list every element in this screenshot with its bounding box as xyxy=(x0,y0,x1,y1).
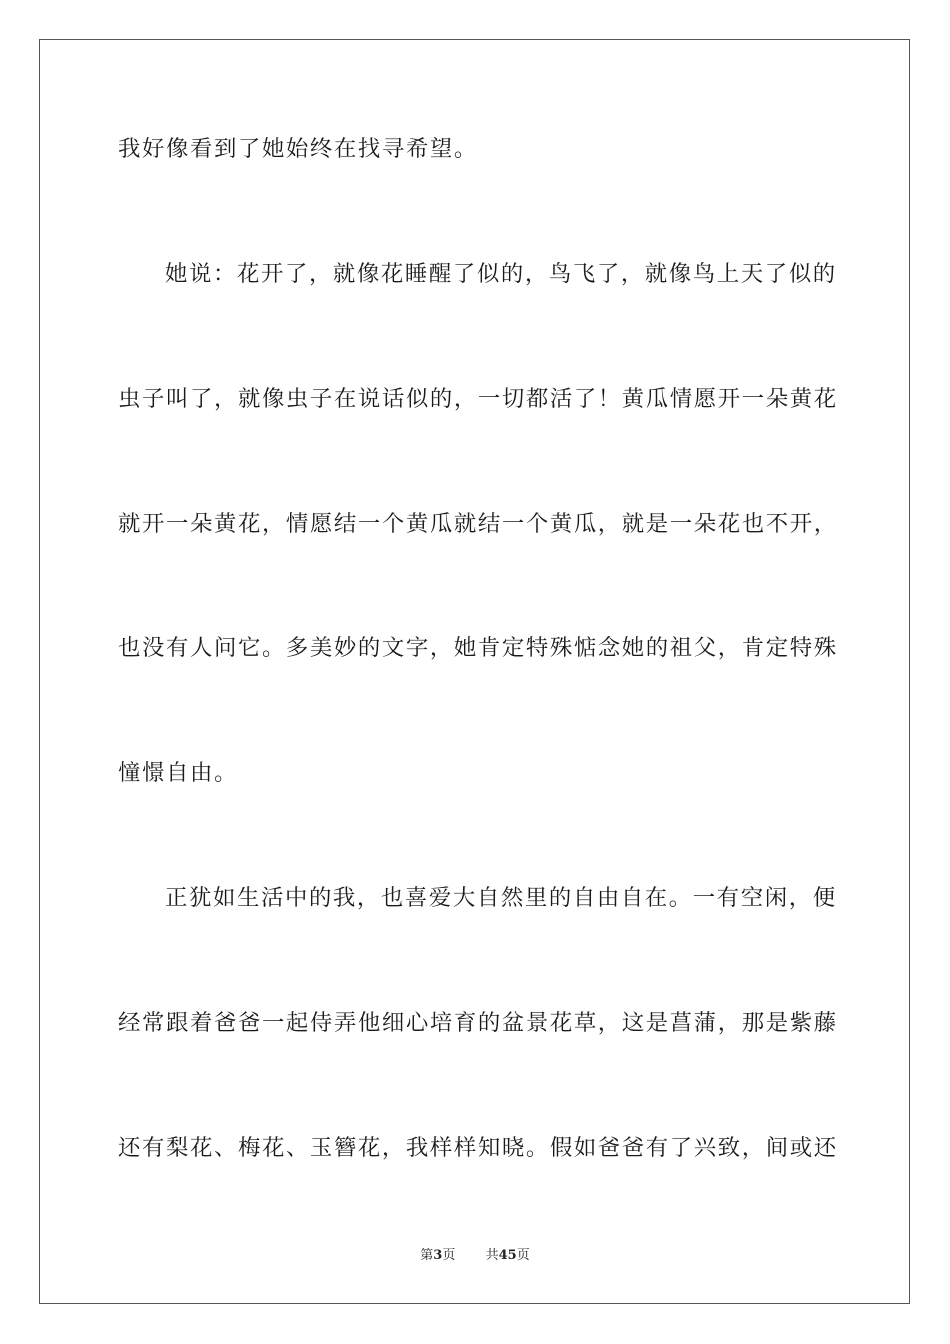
paragraph-first-line: 正犹如生活中的我，也喜爱大自然里的自由自在。一有空闲，便 xyxy=(165,885,837,911)
text-line: 我好像看到了她始终在找寻希望。 xyxy=(118,136,478,162)
paragraph-first-line: 她说：花开了，就像花睡醒了似的，鸟飞了，就像鸟上天了似的 xyxy=(165,261,837,287)
total-pages-label: 共45页 xyxy=(485,1248,530,1263)
text-line: 经常跟着爸爸一起侍弄他细心培育的盆景花草，这是菖蒲，那是紫藤 xyxy=(118,1010,838,1036)
text-line: 虫子叫了，就像虫子在说话似的，一切都活了！黄瓜情愿开一朵黄花 xyxy=(118,386,838,412)
text-line: 也没有人问它。多美妙的文字，她肯定特殊惦念她的祖父，肯定特殊 xyxy=(118,635,838,661)
text-line: 就开一朵黄花，情愿结一个黄瓜就结一个黄瓜，就是一朵花也不开， xyxy=(118,511,838,537)
page-number-label: 第3页 xyxy=(420,1248,456,1263)
page-border xyxy=(39,39,910,1304)
text-line: 憧憬自由。 xyxy=(118,760,238,786)
page-footer xyxy=(0,1247,950,1265)
text-line: 还有梨花、梅花、玉簪花，我样样知晓。假如爸爸有了兴致，间或还 xyxy=(118,1135,838,1161)
